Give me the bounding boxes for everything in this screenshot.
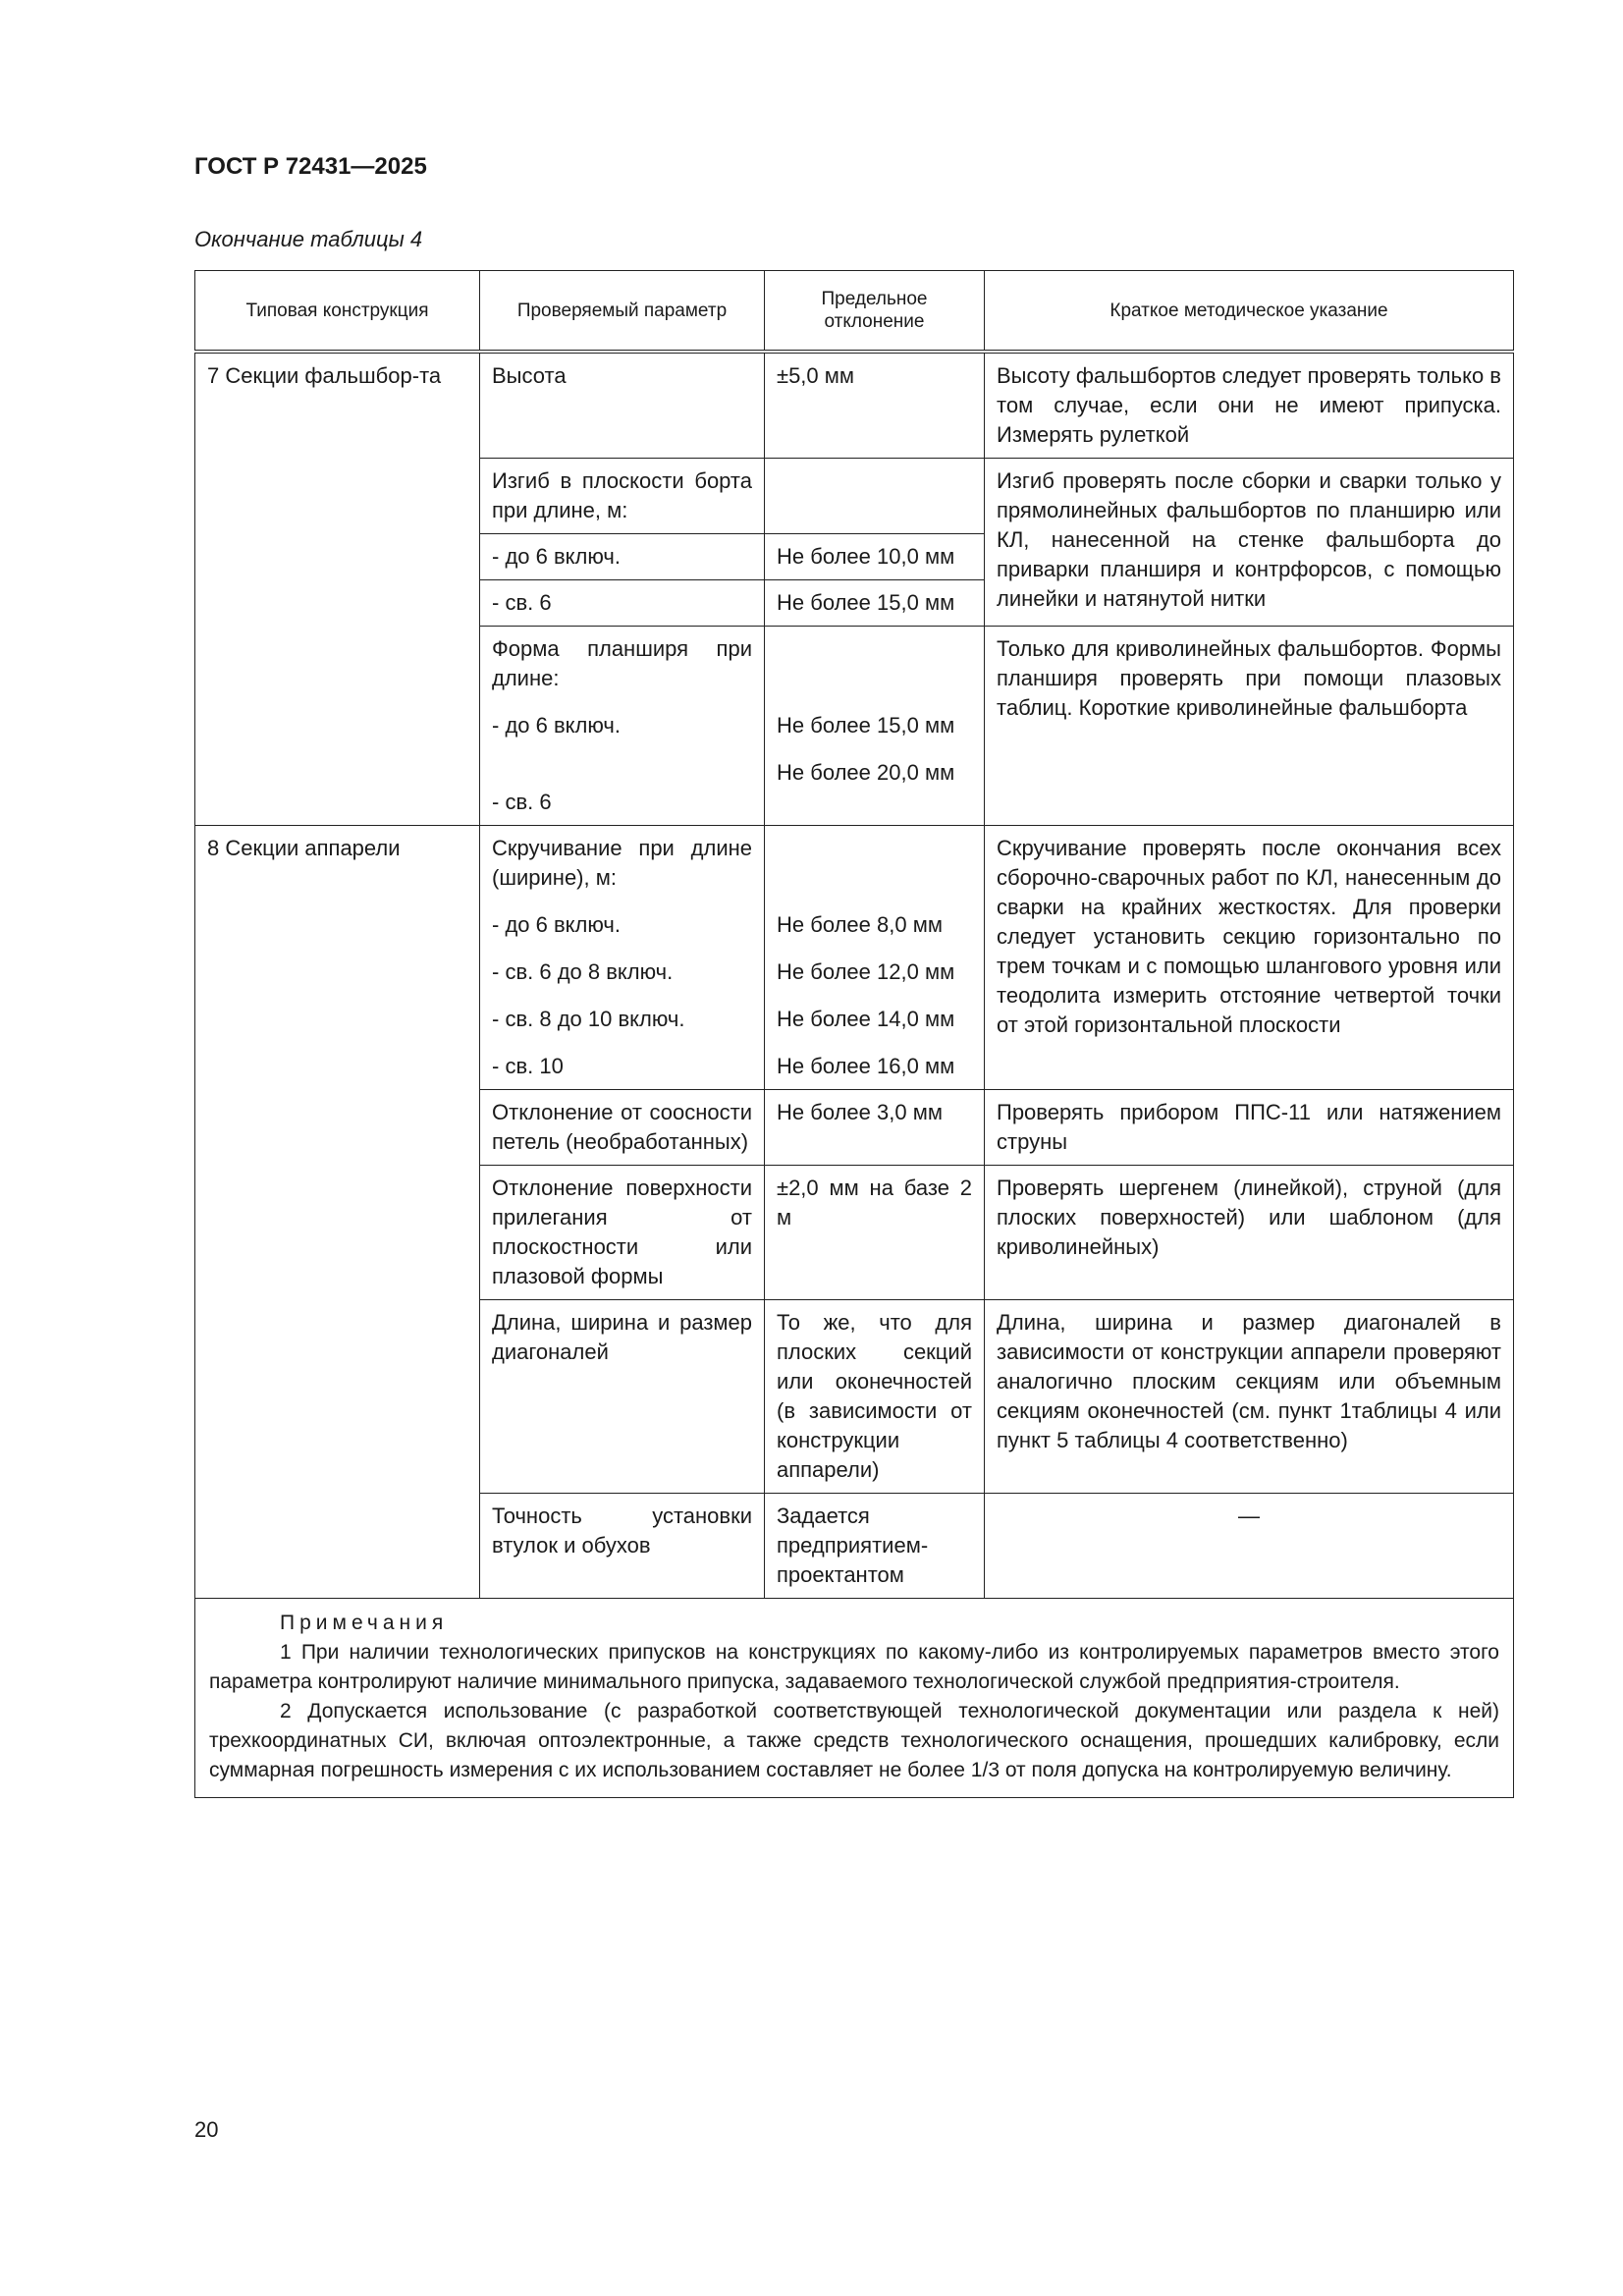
parameter-cell: - до 6 включ. bbox=[480, 534, 765, 580]
deviation-cell: ±2,0 мм на базе 2 м bbox=[765, 1166, 985, 1300]
deviation-cell: Не более 15,0 мм bbox=[765, 580, 985, 627]
parameter-cell bbox=[480, 826, 765, 1090]
note-2: 2 Допускается использование (с разработкой соответствующей технологической документации или раздела к ней) трехкоординатных СИ, включая оптоэлектронные, а также средств технологического оснащения, прошедших калибровку, если суммарная погрешность измерения с их использованием составляет не более 1/3 от поля допуска на контролируемую величину. bbox=[209, 1700, 1499, 1781]
notes-row bbox=[195, 1599, 1514, 1798]
column-header-deviation: Предельное отклонение bbox=[765, 271, 985, 353]
note-1: 1 При наличии технологических припусков на конструкциях по какому-либо из контролируемых параметров вместо этого параметра контролируют наличие минимального припуска, задаваемого технологической службой предприятия-строителя. bbox=[209, 1641, 1499, 1693]
deviation-value: Не более 16,0 мм bbox=[777, 1054, 955, 1078]
deviation-value: Не более 14,0 мм bbox=[777, 1007, 955, 1031]
deviation-value: Не более 8,0 мм bbox=[777, 912, 943, 937]
construction-cell: 7 Секции фальшбор-та bbox=[195, 352, 480, 826]
table-caption: Окончание таблицы 4 bbox=[194, 227, 423, 251]
notes-title: Примечания bbox=[280, 1612, 449, 1634]
method-cell: Проверять шергенем (линейкой), струной (для плоских поверхностей) или шаблоном (для криволинейных) bbox=[985, 1166, 1514, 1300]
document-header: ГОСТ Р 72431—2025 bbox=[194, 153, 427, 180]
method-cell: Проверять прибором ППС-11 или натяжением струны bbox=[985, 1090, 1514, 1166]
method-cell: Только для криволинейных фальшбортов. Формы планширя проверять при помощи плазовых таблиц. Короткие криволинейные фальшборта bbox=[985, 627, 1514, 826]
deviation-cell: ±5,0 мм bbox=[765, 352, 985, 459]
column-header-construction: Типовая конструкция bbox=[195, 271, 480, 353]
table-row bbox=[195, 352, 1514, 459]
parameter-subitem: - св. 10 bbox=[492, 1054, 564, 1078]
parameter-cell bbox=[480, 627, 765, 826]
page-number: 20 bbox=[194, 2117, 219, 2142]
deviation-cell: То же, что для плоских секций или оконечностей (в зависимости от конструкции аппарели) bbox=[765, 1300, 985, 1494]
parameter-subitem: - до 6 включ. bbox=[492, 912, 621, 937]
deviation-cell bbox=[765, 627, 985, 826]
specification-table bbox=[194, 270, 1514, 1798]
method-cell: Длина, ширина и размер диагоналей в зависимости от конструкции аппарели проверяют аналогично плоским секциям или объемным секциям оконечностей (см. пункт 1таблицы 4 или пункт 5 таблицы 4 соответственно) bbox=[985, 1300, 1514, 1494]
deviation-cell: Не более 10,0 мм bbox=[765, 534, 985, 580]
parameter-cell: - св. 6 bbox=[480, 580, 765, 627]
method-cell: — bbox=[985, 1494, 1514, 1599]
construction-cell: 8 Секции аппарели bbox=[195, 826, 480, 1599]
parameter-subitem: - до 6 включ. bbox=[492, 713, 621, 738]
parameter-cell: Длина, ширина и размер диагоналей bbox=[480, 1300, 765, 1494]
deviation-cell bbox=[765, 459, 985, 534]
method-cell: Изгиб проверять после сборки и сварки только у прямолинейных фальшбортов по планширю или КЛ, нанесенной на стенке фальшборта до приварки планширя и контрфорсов, с помощью линейки и натянутой нитки bbox=[985, 459, 1514, 627]
deviation-value: Не более 20,0 мм bbox=[777, 760, 955, 785]
deviation-cell bbox=[765, 826, 985, 1090]
column-header-method: Краткое методическое указание bbox=[985, 271, 1514, 353]
parameter-subitem: - св. 8 до 10 включ. bbox=[492, 1007, 685, 1031]
deviation-cell: Не более 3,0 мм bbox=[765, 1090, 985, 1166]
parameter-cell: Высота bbox=[480, 352, 765, 459]
parameter-cell: Отклонение поверхности прилегания от плоскостности или плазовой формы bbox=[480, 1166, 765, 1300]
deviation-value: Не более 15,0 мм bbox=[777, 713, 955, 738]
parameter-subitem: - св. 6 до 8 включ. bbox=[492, 959, 674, 984]
parameter-cell: Изгиб в плоскости борта при длине, м: bbox=[480, 459, 765, 534]
parameter-cell: Отклонение от соосности петель (необработанных) bbox=[480, 1090, 765, 1166]
parameter-subitem: - св. 6 bbox=[492, 790, 552, 814]
notes-cell bbox=[195, 1599, 1514, 1798]
method-cell: Высоту фальшбортов следует проверять только в том случае, если они не имеют припуска. Измерять рулеткой bbox=[985, 352, 1514, 459]
method-cell: Скручивание проверять после окончания всех сборочно-сварочных работ по КЛ, нанесенным до сварки на крайних жесткостях. Для проверки следует установить секцию горизонтально по трем точкам и с помощью шлангового уровня или теодолита измерить отстояние четвертой точки от этой горизонтальной плоскости bbox=[985, 826, 1514, 1090]
table-row bbox=[195, 826, 1514, 1090]
parameter-cell: Точность установки втулок и обухов bbox=[480, 1494, 765, 1599]
parameter-heading: Форма планширя при длине: bbox=[492, 636, 752, 690]
deviation-value: Не более 12,0 мм bbox=[777, 959, 955, 984]
deviation-cell: Задается предприятием-проектантом bbox=[765, 1494, 985, 1599]
column-header-parameter: Проверяемый параметр bbox=[480, 271, 765, 353]
parameter-heading: Скручивание при длине (ширине), м: bbox=[492, 836, 752, 890]
table-header-row bbox=[195, 271, 1514, 353]
